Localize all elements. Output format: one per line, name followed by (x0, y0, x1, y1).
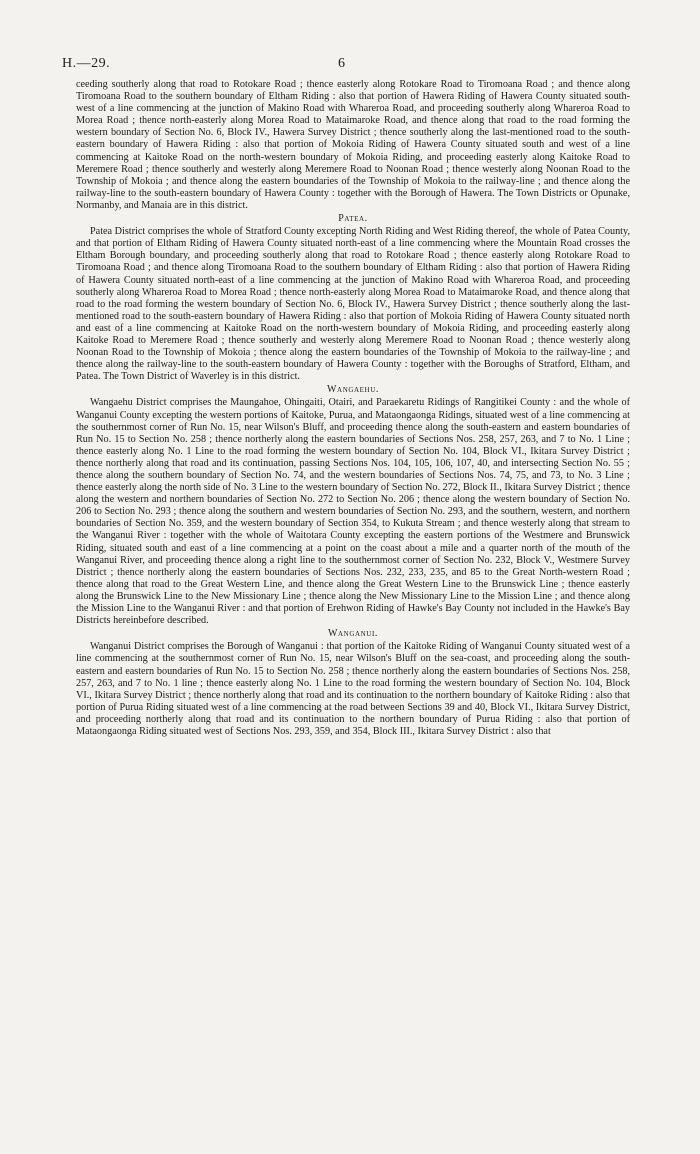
section-paragraph-wanganui: Wanganui District comprises the Borough of Wanganui : that portion of the Kaitoke Riding of Wanganui County situated west of a line commencing at the southernmost corner of Run No. 15, near Wilson's Bluff on the sea-coast, and proceeding along the south-eastern and eastern boundaries of Run No. 15 to Section No. 258 ; thence northerly along the eastern boundaries of Sections Nos. 258, 257, 263, and 7 to No. 1 line ; thence easterly along No. 1 Line to the road forming the western boundary of Section No. 104, Block VI., Ikitara Survey District ; thence northerly along that road and its continuation to the northern boundary of Kaitoke Riding : also that portion of Purua Riding situated west of a line commencing at the road between Sections 39 and 40, Block VI., Ikitara Survey District, and proceeding northerly along that road and its continuation to the northern boundary of Purua Riding : also that portion of Mataongaonga Riding situated west of Sections Nos. 293, 359, and 354, Block III., Ikitara Survey District : also that (76, 641, 630, 737)
section-heading-wangaehu: Wangaehu. (327, 384, 379, 396)
page-header (62, 56, 622, 76)
continuation-paragraph: ceeding southerly along that road to Rotokare Road ; thence easterly along Rotokare Road to Tiromoana Road ; and thence along Tiromoana Road to the southern boundary of Eltham Riding : also that portion of Hawera Riding of Hawera County situated south-west of a line commencing at the junction of Makino Road with Whareroa Road, and proceeding southerly along Whareroa Road to Morea Road ; thence north-easterly along Morea Road to Mataimaroke Road, and thence along that road to the road forming the western boundary of Section No. 6, Block IV., Hawera Survey District ; thence southerly along the last-mentioned road to the south-eastern boundary of Hawera Riding : also that portion of Mokoia Riding of Hawera County situated south and west of a line commencing at Kaitoke Road on the north-western boundary of Mokoia Riding, and proceeding easterly along Kaitoke Road to Meremere Road ; thence southerly and westerly along Meremere Road to Noonan Road ; thence westerly along Noonan Road to the Township of Mokoia ; and thence along the eastern boundaries of the Township of Mokoia to the railway-line ; and thence along the railway-line to the south-eastern boundary of Hawera County : together with the Borough of Hawera. The Town Districts or Opunake, Normanby, and Manaia are in this district. (76, 79, 630, 211)
section-heading-patea: Patea. (338, 213, 368, 225)
document-body (76, 79, 630, 738)
section-paragraph-patea: Patea District comprises the whole of Stratford County excepting North Riding and West Riding thereof, the whole of Patea County, and that portion of Eltham Riding of Hawera County situated north-east of a line commencing where the Mountain Road crosses the Eltham Borough boundary, and proceeding southerly along that road to Rotokare Road ; thence easterly along Rotokare Road to Tiromoana Road ; and thence along Tiromoana Road to the southern boundary of Eltham Riding : also that portion of Hawera Riding of Hawera County situated north-east of a line commencing at the junction of Makino Road with Whareroa Road, and proceeding southerly along Whareroa Road to Morea Road ; thence north-easterly along Morea Road to Mataimaroke Road, and thence along that road to the road forming the western boundary of Section No. 6, Block IV., Hawera Survey District ; thence southerly along the last-mentioned road to the south-eastern boundary of Hawera Riding : also that portion of Mokoia Riding of Hawera County situated north and east of a line commencing at Kaitoke Road on the north-western boundary of Mokoia Riding, and proceeding easterly along Kaitoke Road to Meremere Road ; thence southerly and westerly along Meremere Road to Noonan Road ; thence westerly along Noonan Road to the Township of Mokoia ; thence along the eastern boundaries of the Township of Mokoia to the railway-line ; and thence along the railway-line to the south-eastern boundary of Hawera County : together with the Boroughs of Stratford, Eltham, and Patea. The Town District of Waverley is in this district. (76, 226, 630, 383)
document-reference: H.—29. (62, 56, 111, 71)
section-heading-wanganui: Wanganui. (327, 628, 378, 640)
section-paragraph-wangaehu: Wangaehu District comprises the Maungahoe, Ohingaiti, Otairi, and Paraekaretu Ridings of Rangitikei County : and the whole of Wanganui County excepting the western portions of Kaitoke, Purua, and Mataongaonga Ridings, situated west of a line commencing at the southernmost corner of Run No. 15, near Wilson's Bluff, and proceeding thence along the south-eastern and eastern boundaries of Run No. 15 to Section No. 258 ; thence northerly along the eastern boundaries of Sections Nos. 258, 257, 263, and 7 to No. 1 Line ; thence easterly along No. 1 Line to the road forming the western boundary of Section No. 104, Block VI., Ikitara Survey District ; thence northerly along that road and its continuation, passing Sections Nos. 104, 105, 106, 107, 40, and intersecting Section No. 55 ; thence along the southern boundary of Section No. 74, and the western boundaries of Sections Nos. 74, 75, and 73, to No. 3 Line ; thence easterly along the north side of No. 3 Line to the western boundary of Section No. 272, Block II., Ikitara Survey District ; thence along the western and northern boundaries of Section No. 272 to Section No. 206 ; thence along the western boundary of Section No. 206 to Section No. 293 ; thence along the southern and western boundaries of Section No. 293, and the southern, western, and northern boundaries of Section No. 359, and the western boundary of Section 354, to Kukuta Stream ; and thence westerly along that stream to the Wanganui River : together with the whole of Waitotara County excepting the eastern portions of the Westmere and Brunswick Riding, situated south and east of a line commencing at a point on the coast about a mile and a quarter north of the mouth of the Wanganui River, and proceeding thence along a right line to the southernmost corner of Section No. 232, Block V., Westmere Survey District ; thence northerly along the eastern boundaries of Sections Nos. 232, 233, 235, and 85 to the Great North-western Road ; thence along that road to the Great Western Line, and thence along the Great Western Line to the Brunswick Line ; thence easterly along the Brunswick Line to the New Missionary Line ; thence along the New Missionary Line to the Mission Line ; and thence along the Mission Line to the Wanganui River : and that portion of Erehwon Riding of Hawke's Bay County not included in the Hawke's Bay Districts hereinbefore described. (76, 397, 630, 627)
page-number: 6 (338, 56, 345, 71)
